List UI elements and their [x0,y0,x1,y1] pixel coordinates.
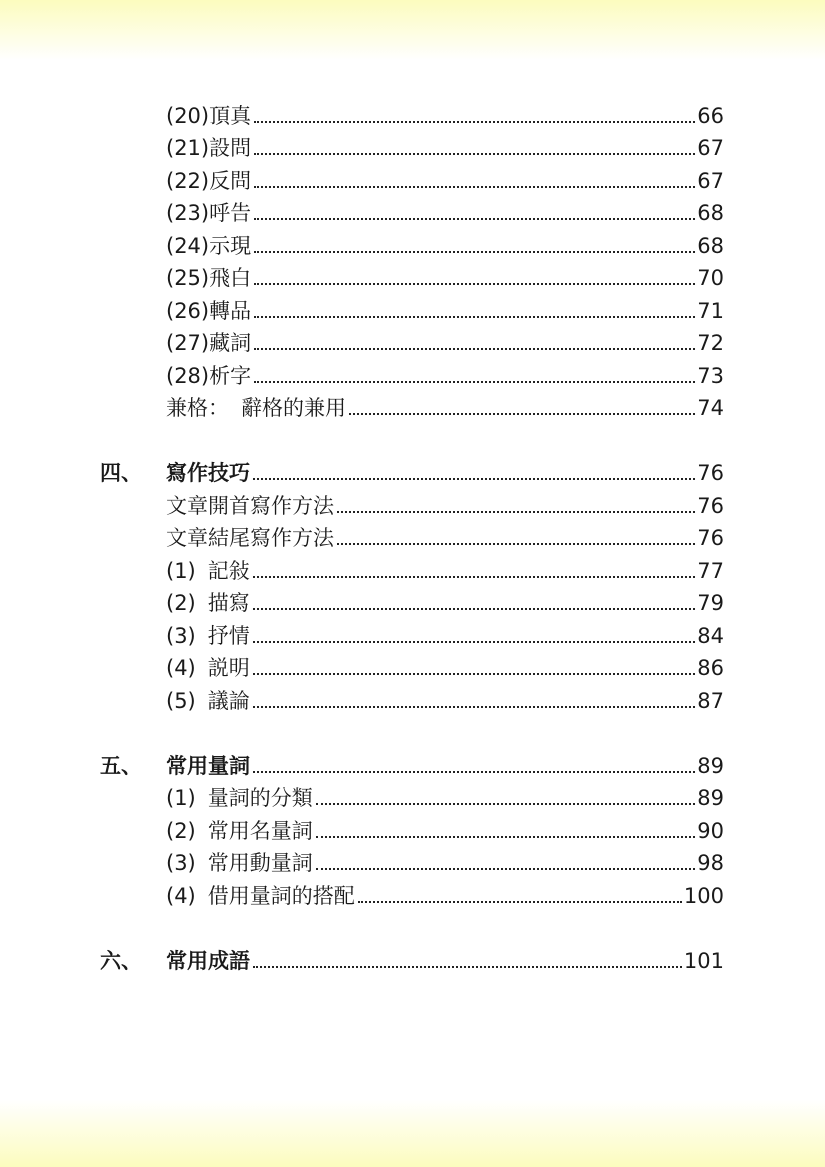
page-number: 72 [697,331,724,355]
entry-title: 借用量詞的搭配 [207,884,355,908]
entry-number: (20) [166,104,210,128]
page-number: 68 [697,201,724,225]
entry-number: (26) [166,299,210,323]
page-number: 76 [697,494,724,518]
page-number: 100 [683,884,724,908]
entry-title: 反問 [209,169,252,193]
toc-entry [166,135,724,161]
leader-dots [253,575,696,578]
leader-dots [254,250,695,253]
toc-row [0,686,825,716]
section-title: 寫作技巧 [166,461,250,485]
entry-title: 呼告 [209,201,252,225]
entry-number: (25) [166,266,210,290]
toc-entry [166,688,724,714]
entry-number: 兼格： [166,396,229,420]
page-number: 79 [697,591,724,615]
toc-row [0,816,825,846]
entry-number: (2) [166,591,196,615]
toc-row [0,783,825,813]
toc-row [0,556,825,586]
page-number: 89 [697,754,724,778]
page-number: 66 [697,104,724,128]
toc-entry [166,330,724,356]
entry-number: (24) [166,234,210,258]
page-number: 71 [697,299,724,323]
toc-entry [166,200,724,226]
entry-number: (28) [166,364,210,388]
toc-row [0,133,825,163]
entry-title: 設問 [209,136,252,160]
leader-dots [337,542,695,545]
toc-row [0,296,825,326]
entry-number: (3) [166,624,196,648]
leader-dots [254,347,695,350]
entry-number: (23) [166,201,210,225]
entry-title: 説明 [207,656,250,680]
page-number: 90 [697,819,724,843]
entry-number: (4) [166,656,196,680]
leader-dots [254,217,695,220]
entry-title: 析字 [209,364,252,388]
toc-entry [166,948,724,974]
page-number: 68 [697,234,724,258]
page-number: 84 [697,624,724,648]
toc-entry [166,818,724,844]
entry-title: 描寫 [207,591,250,615]
toc-entry [166,525,724,551]
toc-entry [166,655,724,681]
toc-row [0,231,825,261]
leader-dots [254,152,695,155]
leader-dots [253,477,695,480]
section-title: 常用成語 [166,949,250,973]
toc-entry [166,233,724,259]
page-number: 89 [697,786,724,810]
entry-title: 常用動量詞 [207,851,313,875]
entry-number: (3) [166,851,196,875]
toc-entry [166,168,724,194]
toc-row [0,361,825,391]
leader-dots [337,510,695,513]
entry-title: 常用名量詞 [207,819,313,843]
toc-row [0,491,825,521]
toc-entry [166,785,724,811]
toc-row [0,588,825,618]
leader-dots [253,607,696,610]
section-number: 五、 [100,754,142,778]
toc-entry [166,590,724,616]
entry-title: 頂真 [209,104,252,128]
toc-row [0,101,825,131]
section-number: 六、 [100,949,142,973]
entry-title: 文章結尾寫作方法 [166,526,334,550]
toc-entry [166,395,724,421]
toc-section-row [0,946,825,976]
toc-row [0,653,825,683]
entry-number: (1) [166,559,196,583]
page-number: 98 [697,851,724,875]
leader-dots [253,770,695,773]
toc-section-row [0,751,825,781]
toc-entry [166,558,724,584]
toc-entry [166,883,724,909]
entry-number: (21) [166,136,210,160]
entry-number: (4) [166,884,196,908]
toc-entry [166,298,724,324]
toc-entry [166,623,724,649]
page-number: 74 [697,396,724,420]
toc-row [0,263,825,293]
page-number: 70 [697,266,724,290]
toc-row [0,328,825,358]
toc-row [0,881,825,911]
entry-title: 抒情 [207,624,250,648]
entry-number: (5) [166,689,196,713]
leader-dots [349,412,695,415]
page-number: 73 [697,364,724,388]
entry-number: (2) [166,819,196,843]
leader-dots [254,185,695,188]
page-number: 67 [697,136,724,160]
leader-dots [358,900,682,903]
entry-title: 議論 [207,689,250,713]
leader-dots [253,705,696,708]
page-number: 76 [697,526,724,550]
leader-dots [316,802,696,805]
page-number: 77 [697,559,724,583]
leader-dots [254,380,695,383]
leader-dots [253,965,682,968]
leader-dots [253,672,696,675]
page-number: 87 [697,689,724,713]
page-number: 67 [697,169,724,193]
section-number: 四、 [100,461,142,485]
toc-section-row [0,458,825,488]
entry-number: (1) [166,786,196,810]
leader-dots [254,120,695,123]
toc-row [0,393,825,423]
toc-row [0,848,825,878]
toc-entry [166,493,724,519]
toc-entry [166,753,724,779]
entry-title: 辭格的兼用 [241,396,346,420]
entry-number: (22) [166,169,210,193]
leader-dots [253,640,696,643]
toc-entry [166,363,724,389]
leader-dots [254,282,695,285]
page-number: 76 [697,461,724,485]
leader-dots [254,315,695,318]
entry-title: 文章開首寫作方法 [166,494,334,518]
leader-dots [316,867,696,870]
entry-title: 量詞的分類 [207,786,313,810]
toc-entry [166,460,724,486]
entry-number: (27) [166,331,210,355]
toc-row [0,198,825,228]
entry-title: 飛白 [209,266,252,290]
toc-row [0,166,825,196]
toc-row [0,523,825,553]
entry-title: 示現 [209,234,252,258]
entry-title: 轉品 [209,299,252,323]
page-number: 86 [697,656,724,680]
section-title: 常用量詞 [166,754,250,778]
toc-entry [166,265,724,291]
page-number: 101 [683,949,724,973]
entry-title: 記敍 [207,559,250,583]
toc-entry [166,850,724,876]
leader-dots [316,835,696,838]
toc-entry [166,103,724,129]
toc-row [0,621,825,651]
entry-title: 藏詞 [209,331,252,355]
